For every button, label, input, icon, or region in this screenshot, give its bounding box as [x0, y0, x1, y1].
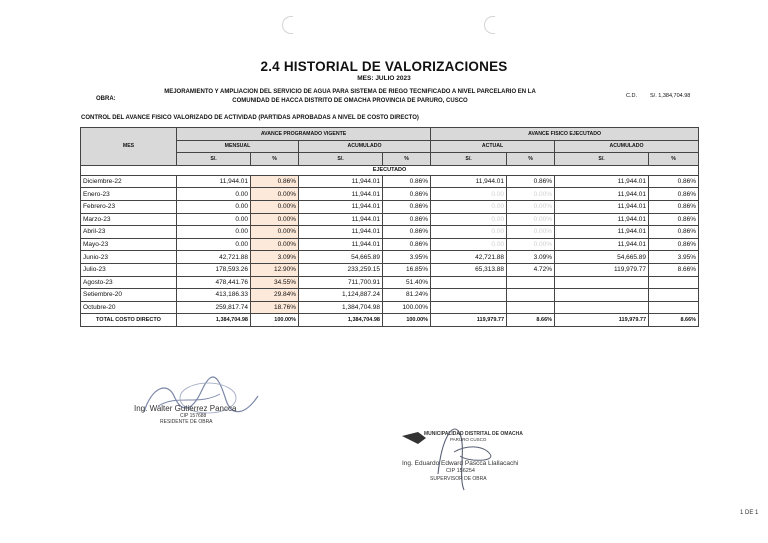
acumulado-pct-cell: 81.24%: [383, 289, 431, 302]
acumulado-pct-cell: 100.00%: [383, 301, 431, 314]
mes-cell: Agosto-23: [81, 276, 177, 289]
actual-pct-cell: [507, 301, 555, 314]
acumulado-soles-cell: 233,259.15: [299, 263, 383, 276]
acumulado-soles-cell: 11,944.01: [299, 200, 383, 213]
acumulado-ejec-soles-cell: 11,944.01: [555, 226, 649, 239]
actual-pct-cell: 4.72%: [507, 263, 555, 276]
header-avance-programado: AVANCE PROGRAMADO VIGENTE: [177, 128, 431, 141]
mensual-soles-cell: 11,944.01: [177, 175, 251, 188]
table-row: [81, 175, 699, 188]
obra-label: OBRA:: [96, 96, 116, 102]
mes-cell: Marzo-23: [81, 213, 177, 226]
acumulado-soles-cell: 11,944.01: [299, 213, 383, 226]
acumulado-ejec-soles-cell: 11,944.01: [555, 238, 649, 251]
total-actual-pct-cell: 8.66%: [507, 314, 555, 327]
table-row: [81, 200, 699, 213]
control-heading: CONTROL DEL AVANCE FISICO VALORIZADO DE ACTIVIDAD (PARTIDAS APROBADAS A NIVEL DE COSTO DIRECTO): [81, 115, 419, 121]
acumulado-ejec-pct-cell: 0.86%: [649, 213, 699, 226]
header-actual: ACTUAL: [431, 140, 555, 153]
acumulado-ejec-soles-cell: 11,944.01: [555, 188, 649, 201]
mensual-soles-cell: 478,441.76: [177, 276, 251, 289]
header-avance-ejecutado: AVANCE FISICO EJECUTADO: [431, 128, 699, 141]
actual-soles-cell: [431, 289, 507, 302]
acumulado-ejec-pct-cell: 3.95%: [649, 251, 699, 264]
acumulado-ejec-pct-cell: [649, 301, 699, 314]
actual-soles-cell: [431, 276, 507, 289]
acumulado-soles-cell: 1,384,704.98: [299, 301, 383, 314]
acumulado-pct-cell: 51.40%: [383, 276, 431, 289]
total-mes-cell: TOTAL COSTO DIRECTO: [81, 314, 177, 327]
actual-soles-cell: 0.00: [431, 200, 507, 213]
supervisor-place: PARURO CUSCO: [450, 437, 487, 442]
mes-cell: Julio-23: [81, 263, 177, 276]
mensual-soles-cell: 178,593.26: [177, 263, 251, 276]
mensual-soles-cell: 0.00: [177, 226, 251, 239]
mensual-soles-cell: 413,186.33: [177, 289, 251, 302]
obra-line-1: MEJORAMIENTO Y AMPLIACION DEL SERVICIO DE AGUA PARA SISTEMA DE RIEGO TECNIFICADO A NIVEL PARCELARIO EN LA: [164, 89, 536, 95]
table-row: [81, 289, 699, 302]
mensual-pct-cell: 0.00%: [251, 238, 299, 251]
mensual-soles-cell: 0.00: [177, 213, 251, 226]
mensual-soles-cell: 0.00: [177, 188, 251, 201]
mensual-soles-cell: 0.00: [177, 238, 251, 251]
acumulado-pct-cell: 3.95%: [383, 251, 431, 264]
acumulado-ejec-soles-cell: 11,944.01: [555, 175, 649, 188]
mensual-soles-cell: 0.00: [177, 200, 251, 213]
mensual-pct-cell: 29.84%: [251, 289, 299, 302]
acumulado-ejec-soles-cell: 54,665.89: [555, 251, 649, 264]
acumulado-soles-cell: 11,944.01: [299, 188, 383, 201]
punch-hole-right: [484, 16, 495, 34]
page-number: 1 DE 1: [740, 510, 759, 516]
acumulado-ejec-pct-cell: [649, 289, 699, 302]
acumulado-pct-cell: 0.86%: [383, 175, 431, 188]
resident-role: RESIDENTE DE OBRA: [160, 419, 213, 425]
header-pct: %: [507, 153, 555, 166]
supervisor-org: MUNICIPALIDAD DISTRITAL DE OMACHA: [424, 431, 523, 437]
mes-cell: Enero-23: [81, 188, 177, 201]
total-mensual-soles-cell: 1,384,704.98: [177, 314, 251, 327]
mensual-pct-cell: 0.00%: [251, 226, 299, 239]
mensual-pct-cell: 0.00%: [251, 188, 299, 201]
obra-description: [140, 88, 560, 105]
valorizaciones-table: [80, 127, 699, 327]
acumulado-ejec-pct-cell: 0.86%: [649, 238, 699, 251]
acumulado-ejec-soles-cell: [555, 276, 649, 289]
mensual-pct-cell: 12.90%: [251, 263, 299, 276]
mes-cell: Abril-23: [81, 226, 177, 239]
actual-pct-cell: [507, 289, 555, 302]
acumulado-soles-cell: 711,700.91: [299, 276, 383, 289]
mensual-soles-cell: 259,817.74: [177, 301, 251, 314]
total-mensual-pct-cell: 100.00%: [251, 314, 299, 327]
mensual-pct-cell: 0.00%: [251, 200, 299, 213]
table-row: [81, 276, 699, 289]
acumulado-ejec-soles-cell: [555, 301, 649, 314]
header-soles: S/.: [555, 153, 649, 166]
total-acumulado-pct-cell: 100.00%: [383, 314, 431, 327]
acumulado-soles-cell: 11,944.01: [299, 238, 383, 251]
actual-pct-cell: 0.00%: [507, 188, 555, 201]
actual-soles-cell: 0.00: [431, 226, 507, 239]
resident-cip: CIP 157688: [180, 413, 207, 419]
mensual-pct-cell: 3.09%: [251, 251, 299, 264]
supervisor-name: Ing. Eduardo Edward Pascca Llallacachi: [402, 460, 519, 467]
acumulado-pct-cell: 0.86%: [383, 238, 431, 251]
actual-pct-cell: 0.86%: [507, 175, 555, 188]
actual-pct-cell: [507, 276, 555, 289]
acumulado-pct-cell: 0.86%: [383, 200, 431, 213]
acumulado-soles-cell: 1,124,887.24: [299, 289, 383, 302]
acumulado-ejec-soles-cell: [555, 289, 649, 302]
header-mensual: MENSUAL: [177, 140, 299, 153]
header-acumulado-ejecutado: ACUMULADO: [555, 140, 699, 153]
actual-pct-cell: 0.00%: [507, 213, 555, 226]
actual-soles-cell: 0.00: [431, 188, 507, 201]
ejecutado-label: EJECUTADO: [81, 165, 699, 175]
header-pct: %: [649, 153, 699, 166]
actual-pct-cell: 0.00%: [507, 238, 555, 251]
header-acumulado: ACUMULADO: [299, 140, 431, 153]
actual-soles-cell: 42,721.88: [431, 251, 507, 264]
acumulado-pct-cell: 16.85%: [383, 263, 431, 276]
header-mes: MES: [81, 128, 177, 166]
acumulado-soles-cell: 11,944.01: [299, 175, 383, 188]
total-acumulado-ejec-pct-cell: 8.66%: [649, 314, 699, 327]
table-row: [81, 251, 699, 264]
supervisor-cip: CIP 156254: [446, 468, 475, 474]
mensual-pct-cell: 0.00%: [251, 213, 299, 226]
supervisor-role: SUPERVISOR DE OBRA: [430, 476, 487, 482]
total-actual-soles-cell: 119,979.77: [431, 314, 507, 327]
acumulado-ejec-pct-cell: 0.86%: [649, 188, 699, 201]
acumulado-ejec-soles-cell: 119,979.77: [555, 263, 649, 276]
header-soles: S/.: [177, 153, 251, 166]
actual-pct-cell: 0.00%: [507, 226, 555, 239]
header-soles: S/.: [431, 153, 507, 166]
mes-cell: Febrero-23: [81, 200, 177, 213]
acumulado-soles-cell: 11,944.01: [299, 226, 383, 239]
table-row: [81, 226, 699, 239]
table-row: [81, 301, 699, 314]
acumulado-ejec-soles-cell: 11,944.01: [555, 200, 649, 213]
cd-value: S/. 1,384,704.98: [650, 93, 691, 99]
acumulado-ejec-pct-cell: 0.86%: [649, 200, 699, 213]
table-row: [81, 213, 699, 226]
resident-name: Ing. Walter Gutierrez Pancca: [134, 404, 237, 413]
total-acumulado-ejec-soles-cell: 119,979.77: [555, 314, 649, 327]
acumulado-ejec-pct-cell: 8.66%: [649, 263, 699, 276]
table-row: [81, 263, 699, 276]
actual-soles-cell: [431, 301, 507, 314]
actual-pct-cell: 3.09%: [507, 251, 555, 264]
acumulado-pct-cell: 0.86%: [383, 226, 431, 239]
header-pct: %: [383, 153, 431, 166]
mes-cell: Mayo-23: [81, 238, 177, 251]
mes-cell: Junio-23: [81, 251, 177, 264]
mes-cell: Octubre-20: [81, 301, 177, 314]
acumulado-pct-cell: 0.86%: [383, 213, 431, 226]
acumulado-ejec-pct-cell: 0.86%: [649, 226, 699, 239]
acumulado-ejec-soles-cell: 11,944.01: [555, 213, 649, 226]
acumulado-soles-cell: 54,665.89: [299, 251, 383, 264]
cd-label: C.D.: [626, 93, 637, 99]
actual-soles-cell: 0.00: [431, 213, 507, 226]
actual-soles-cell: 11,944.01: [431, 175, 507, 188]
supervisor-signature: [398, 416, 528, 496]
mensual-soles-cell: 42,721.88: [177, 251, 251, 264]
actual-pct-cell: 0.00%: [507, 200, 555, 213]
mensual-pct-cell: 18.76%: [251, 301, 299, 314]
total-row: [81, 314, 699, 327]
mensual-pct-cell: 34.55%: [251, 276, 299, 289]
header-pct: %: [251, 153, 299, 166]
page-title: 2.4 HISTORIAL DE VALORIZACIONES: [260, 59, 508, 74]
obra-line-2: COMUNIDAD DE HACCA DISTRITO DE OMACHA PROVINCIA DE PARURO, CUSCO: [232, 97, 468, 104]
page-subtitle: MES: JULIO 2023: [357, 75, 411, 82]
header-soles: S/.: [299, 153, 383, 166]
mes-cell: Setiembre-20: [81, 289, 177, 302]
mensual-pct-cell: 0.86%: [251, 175, 299, 188]
punch-hole-left: [282, 16, 293, 34]
total-acumulado-soles-cell: 1,384,704.98: [299, 314, 383, 327]
mes-cell: Diciembre-22: [81, 175, 177, 188]
acumulado-ejec-pct-cell: [649, 276, 699, 289]
acumulado-pct-cell: 0.86%: [383, 188, 431, 201]
actual-soles-cell: 0.00: [431, 238, 507, 251]
acumulado-ejec-pct-cell: 0.86%: [649, 175, 699, 188]
table-row: [81, 238, 699, 251]
table-row: [81, 188, 699, 201]
actual-soles-cell: 65,313.88: [431, 263, 507, 276]
